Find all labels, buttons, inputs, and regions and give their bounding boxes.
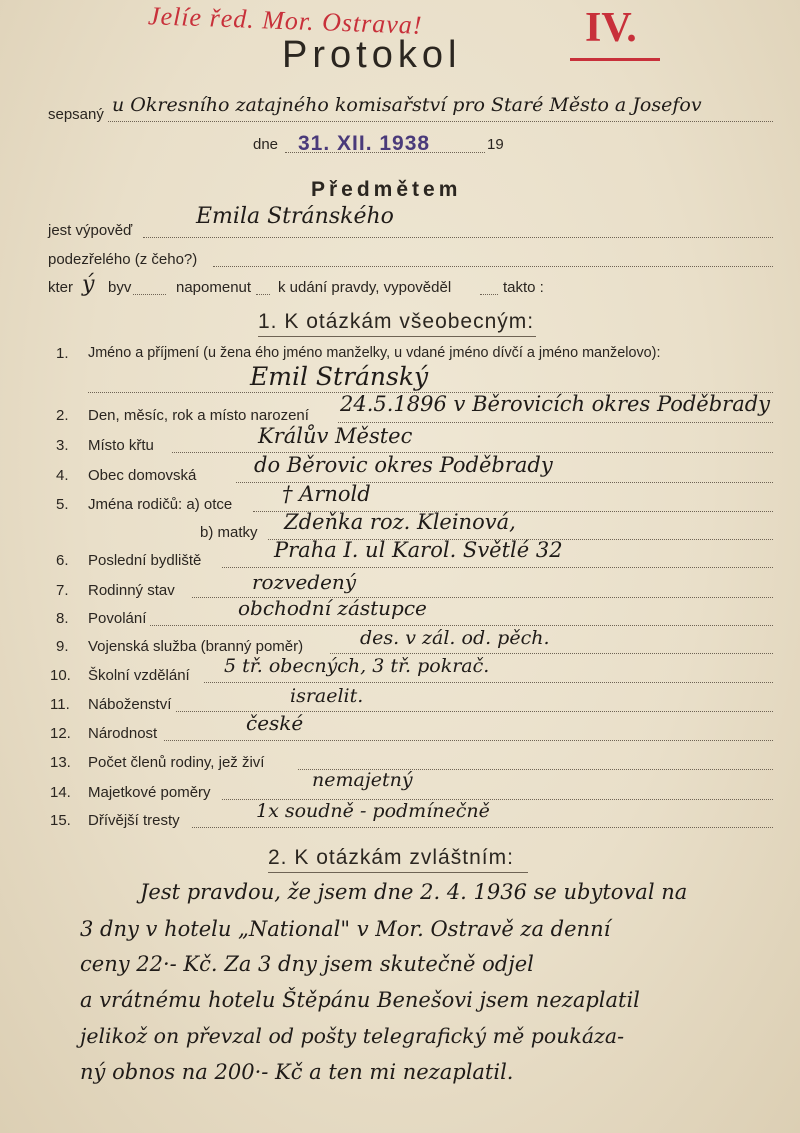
row-4-num: 4. <box>56 467 69 484</box>
row-3-value: Králův Městec <box>258 424 413 448</box>
row-5b-value: Zdeňka roz. Kleinová, <box>284 510 516 534</box>
row-8-label: Povolání <box>88 610 147 627</box>
row-15-label: Dřívější tresty <box>88 812 180 829</box>
statement-line-4: a vrátnému hotelu Štěpánu Benešovi jsem nezaplatil <box>80 988 640 1012</box>
row-5-value: † Arnold <box>282 482 371 506</box>
section2-underline <box>268 872 528 873</box>
section1-underline <box>258 336 536 337</box>
row-15-num: 15. <box>50 812 71 829</box>
row-15-line <box>192 827 773 828</box>
statement-line-2: 3 dny v hotelu „National" v Mor. Ostravě za denní <box>80 917 611 941</box>
year-suffix: 19 <box>487 136 504 153</box>
section1-heading: 1. K otázkám všeobecným: <box>258 310 535 333</box>
row-2-num: 2. <box>56 407 69 424</box>
row-13-num: 13. <box>50 754 71 771</box>
row-1b-value: Emil Stránský <box>250 362 429 391</box>
row-12-label: Národnost <box>88 725 158 742</box>
row-5b-label: b) matky <box>200 524 258 541</box>
row-8-num: 8. <box>56 610 69 627</box>
row-13-label: Počet členů rodiny, jež živí <box>88 754 265 771</box>
row-12-line <box>164 740 773 741</box>
udani-line <box>480 294 498 295</box>
row-3-num: 3. <box>56 437 69 454</box>
napomenut-label: napomenut <box>176 279 252 296</box>
row-14-label: Majetkové poměry <box>88 784 211 801</box>
byv-label: byv <box>108 279 132 296</box>
date-stamp: 31. XII. 1938 <box>298 132 431 155</box>
section2-heading: 2. K otázkám zvláštním: <box>268 846 514 869</box>
napomenut-line <box>256 294 270 295</box>
row-6-value: Praha I. ul Karol. Světlé 32 <box>274 538 563 562</box>
row-10-value: 5 tř. obecných, 3 tř. pokrač. <box>224 655 490 677</box>
row-11-value: israelit. <box>290 685 364 707</box>
statement-line-5: jelikož on převzal od pošty telegrafický mě poukáza- <box>80 1024 625 1048</box>
statement-line-1: Jest pravdou, že jsem dne 2. 4. 1936 se ubytoval na <box>140 880 688 904</box>
dne-label: dne <box>253 136 279 153</box>
row-2-line <box>338 422 773 423</box>
takto-label: takto : <box>503 279 544 296</box>
predmetem-heading: Předmětem <box>311 178 462 201</box>
row-9-num: 9. <box>56 638 69 655</box>
sepsany-value: u Okresního zatajného komisařství pro Staré Město a Josefov <box>112 94 702 116</box>
kter-label: kter <box>48 279 74 296</box>
row-2-value: 24.5.1896 v Běrovicích okres Poděbrady <box>340 392 771 416</box>
kter-value: ý <box>82 272 95 297</box>
podezreleho-line <box>213 266 773 267</box>
sepsany-line <box>108 121 773 122</box>
row-14-num: 14. <box>50 784 71 801</box>
row-12-value: české <box>246 711 304 735</box>
page-title: Protokol <box>282 34 462 76</box>
udani-label: k udání pravdy, vypověděl <box>278 279 452 296</box>
row-1-num: 1. <box>56 345 69 362</box>
sepsany-label: sepsaný <box>48 106 104 123</box>
vypoved-line <box>143 237 773 238</box>
row-10-label: Školní vzdělání <box>88 667 190 684</box>
row-1-label: Jméno a příjmení (u žena ého jméno manželky, u vdané jméno dívčí a jméno manželovo): <box>88 345 661 361</box>
row-4-label: Obec domovská <box>88 467 197 484</box>
underline-red-mark <box>570 58 660 61</box>
roman-numeral-mark: IV. <box>585 5 637 51</box>
vypoved-label: jest výpověď <box>48 222 133 239</box>
row-9-label: Vojenská služba (branný poměr) <box>88 638 304 655</box>
row-11-label: Náboženství <box>88 696 172 713</box>
row-9-line <box>330 653 773 654</box>
row-3-label: Místo křtu <box>88 437 154 454</box>
row-7-label: Rodinný stav <box>88 582 175 599</box>
row-9-value: des. v zál. od. pěch. <box>360 627 550 649</box>
row-6-label: Poslední bydliště <box>88 552 202 569</box>
row-7-num: 7. <box>56 582 69 599</box>
podezreleho-label: podezřelého (z čeho?) <box>48 251 198 268</box>
row-6-num: 6. <box>56 552 69 569</box>
row-10-num: 10. <box>50 667 71 684</box>
row-7-value: rozvedený <box>252 570 357 594</box>
row-6-line <box>222 567 773 568</box>
red-handwritten-note: Jelíe řed. Mor. Ostrava! <box>147 1 424 40</box>
statement-line-6: ný obnos na 200·- Kč a ten mi nezaplatil. <box>80 1060 514 1084</box>
row-4-value: do Běrovic okres Poděbrady <box>254 453 553 477</box>
row-2-label: Den, měsíc, rok a místo narození <box>88 407 309 424</box>
row-10-line <box>204 682 773 683</box>
row-5-num: 5. <box>56 496 69 513</box>
row-15-value: 1x soudně - podmínečně <box>256 800 490 822</box>
statement-line-3: ceny 22·- Kč. Za 3 dny jsem skutečně odjel <box>80 952 534 976</box>
row-5-label: Jména rodičů: a) otce <box>88 496 233 513</box>
byv-line <box>133 294 166 295</box>
row-12-num: 12. <box>50 725 71 742</box>
row-14-value: nemajetný <box>312 769 413 791</box>
row-8-value: obchodní zástupce <box>238 596 427 620</box>
row-11-num: 11. <box>50 696 70 713</box>
vypoved-value: Emila Stránského <box>196 204 394 229</box>
row-8-line <box>150 625 773 626</box>
